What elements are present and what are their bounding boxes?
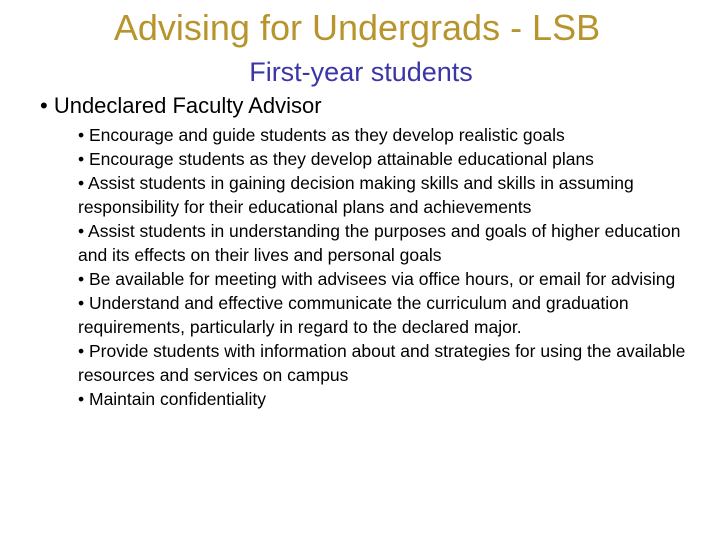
list-item: • Encourage and guide students as they develop realistic goals xyxy=(78,125,565,145)
slide-title: Advising for Undergrads - LSB xyxy=(113,7,601,48)
list-item: • Understand and effective communicate the curriculum and graduation requirements, particularly in regard to the declared major. xyxy=(78,293,629,337)
list-item: • Assist students in understanding the purposes and goals of higher education and its effects on their lives and personal goals xyxy=(78,221,681,265)
section-heading: • Undeclared Faculty Advisor xyxy=(40,93,322,118)
list-item: • Be available for meeting with advisees via office hours, or email for advising xyxy=(78,269,676,289)
list-item: • Encourage students as they develop attainable educational plans xyxy=(78,149,594,169)
slide-subtitle: First-year students xyxy=(249,57,473,87)
list-item: • Maintain confidentiality xyxy=(78,389,267,409)
list-item: • Assist students in gaining decision making skills and skills in assuming responsibility for their educational plans and achievements xyxy=(78,173,634,217)
advisor-duties-list xyxy=(78,123,688,411)
list-item: • Provide students with information about and strategies for using the available resources and services on campus xyxy=(78,341,686,385)
